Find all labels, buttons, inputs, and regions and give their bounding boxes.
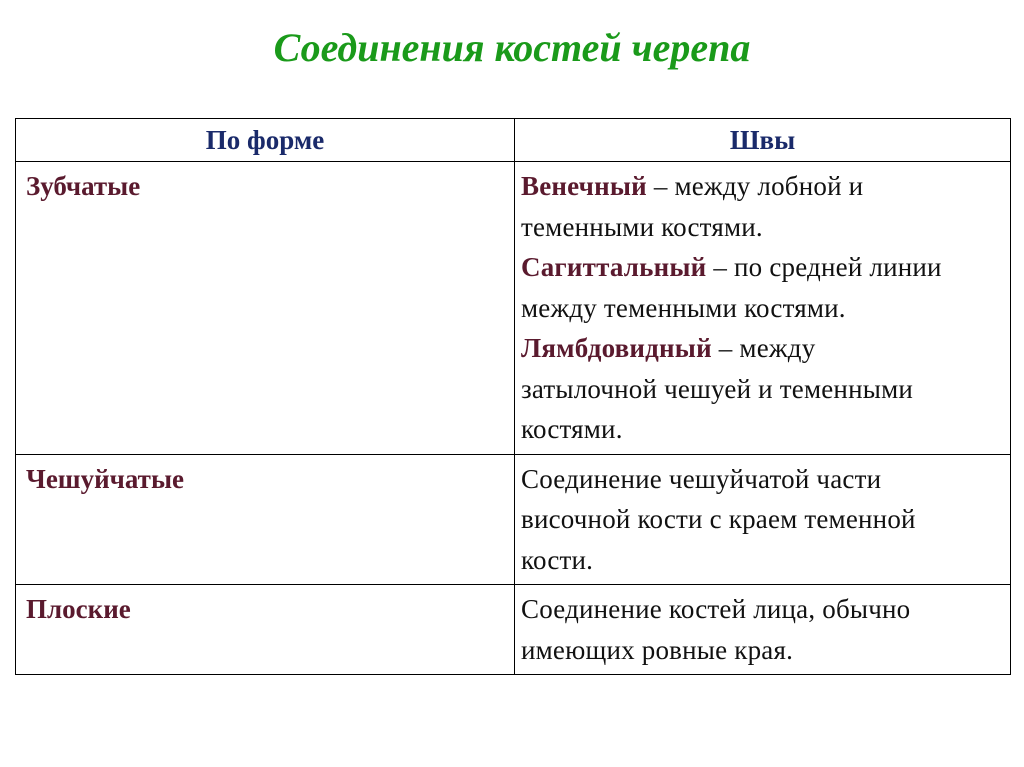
suture-term: Сагиттальный [521,252,707,282]
row-form-toothed: Зубчатые [16,162,515,455]
table-row [16,162,1011,455]
table-header-row [16,119,1011,162]
suture-item [521,166,961,247]
suture-term: Венечный [521,171,647,201]
suture-item [521,247,961,328]
suture-term: Лямбдовидный [521,333,712,363]
row-text-flat [515,585,1011,675]
row-form-flat: Плоские [16,585,515,675]
suture-desc: – между затылочной чешуей и теменными костями. [521,333,914,444]
header-sutures: Швы [515,119,1011,162]
suture-desc: – между лобной и теменными костями. [521,171,864,242]
header-form: По форме [16,119,515,162]
row-form-squamous: Чешуйчатые [16,454,515,585]
row-text: Соединение чешуйчатой части височной кости с краем теменной кости. [521,463,916,575]
page-title: Соединения костей черепа [273,25,751,70]
suture-item [521,328,921,450]
table-row [16,585,1011,675]
row-text: Соединение костей лица, обычно имеющих ровные края. [521,594,911,665]
row-sutures-toothed [515,162,1011,455]
table-row [16,454,1011,585]
suture-desc: – по средней линии между теменными костями. [521,252,942,323]
sutures-table [15,118,1011,675]
row-text-squamous [515,454,1011,585]
